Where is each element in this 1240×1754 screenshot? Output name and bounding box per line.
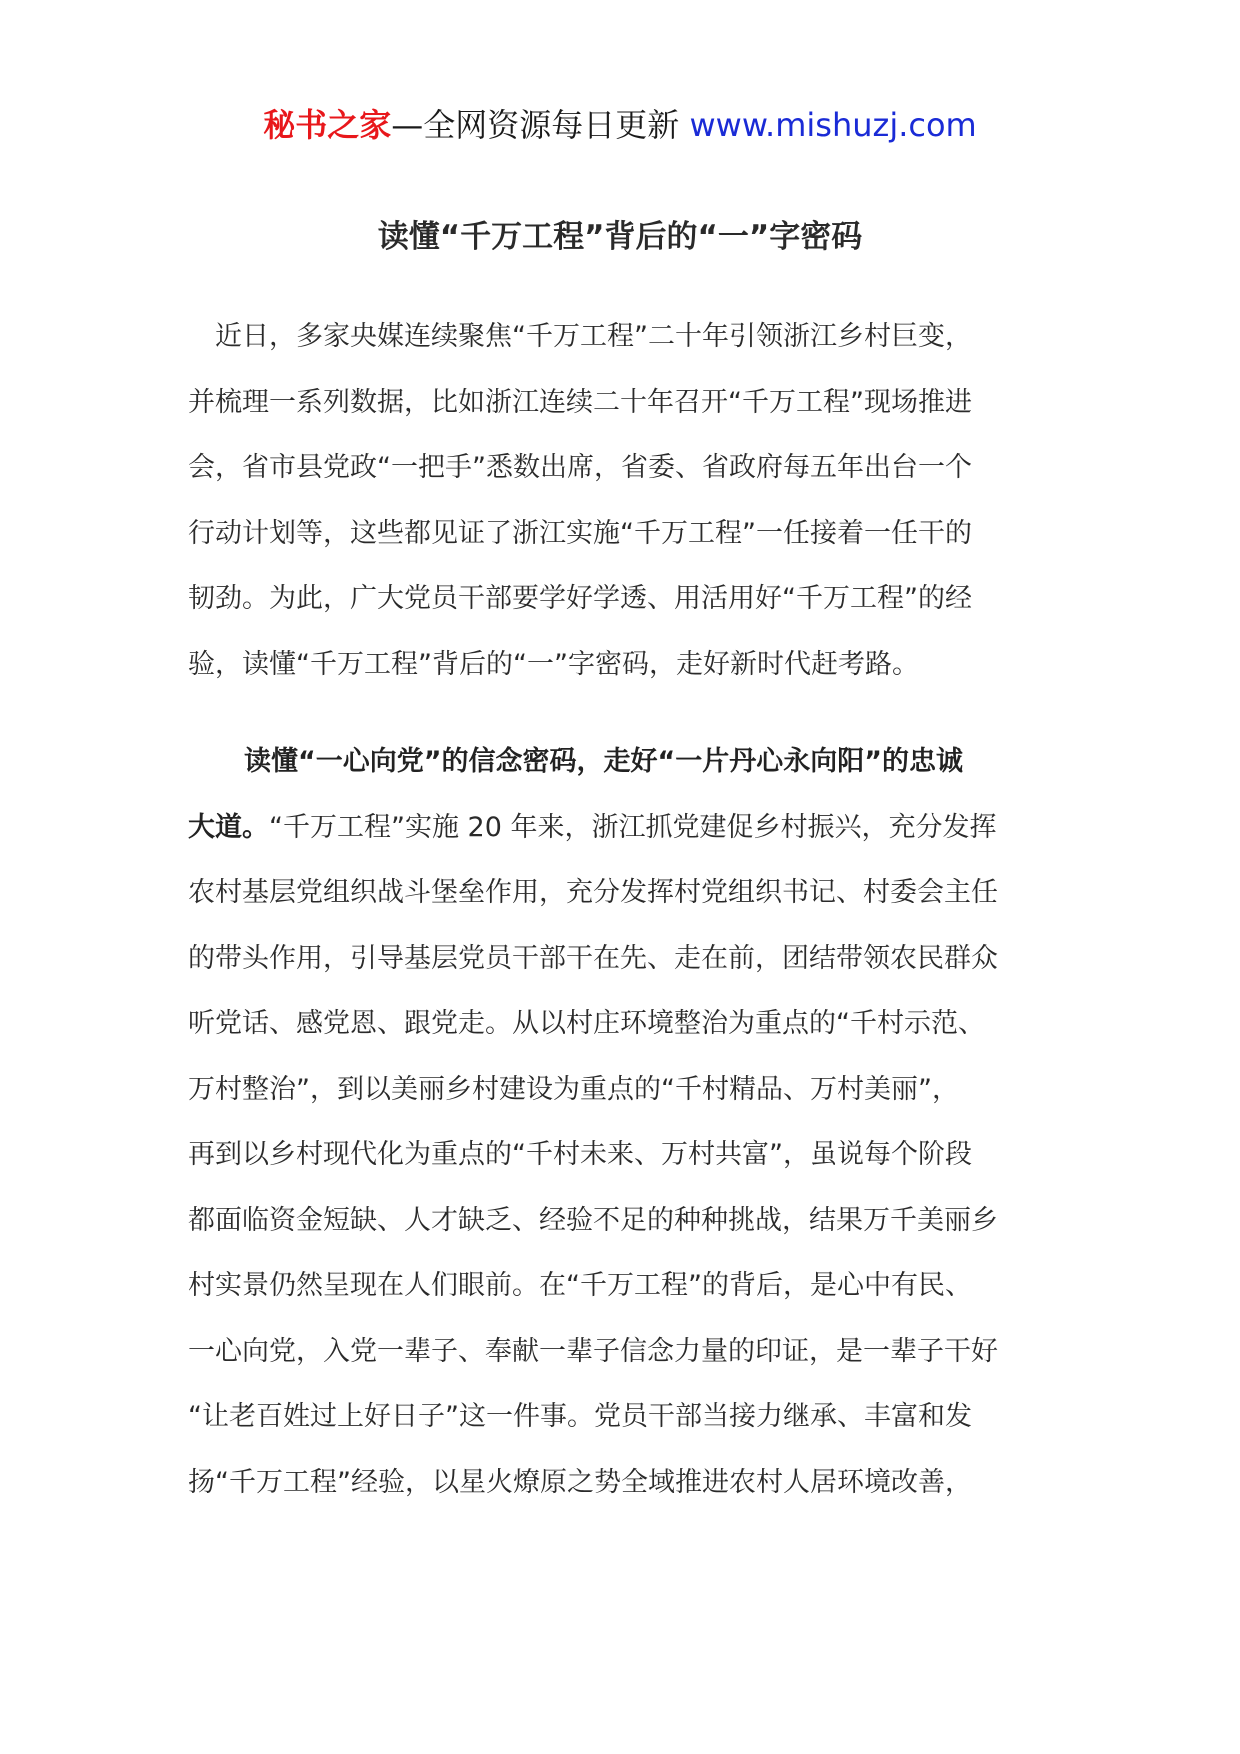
paragraph-line: “让老百姓过上好日子”这一件事。党员干部当接力继承、丰富和发	[188, 1401, 972, 1432]
paragraph-1	[188, 304, 1068, 697]
paragraph-line: 一心向党，入党一辈子、奉献一辈子信念力量的印证，是一辈子干好	[188, 1335, 998, 1367]
paragraph-line: 近日，多家央媒连续聚焦“千万工程”二十年引领浙江乡村巨变，	[215, 321, 972, 352]
paragraph-line	[188, 795, 1068, 861]
paragraph-line: 农村基层党组织战斗堡垒作用，充分发挥村党组织书记、村委会主任	[188, 877, 998, 908]
paragraph-line: 村实景仍然呈现在人们眼前。在“千万工程”的背后，是心中有民、	[188, 1270, 972, 1301]
banner-tagline: —全网资源每日更新	[391, 106, 690, 144]
article-title: 读懂“千万工程”背后的“一”字密码	[377, 219, 863, 255]
paragraph-line: 并梳理一系列数据，比如浙江连续二十年召开“千万工程”现场推进	[188, 386, 972, 418]
paragraph-line: 行动计划等，这些都见证了浙江实施“千万工程”一任接着一任干的	[188, 517, 972, 549]
paragraph-line: 都面临资金短缺、人才缺乏、经验不足的种种挑战，结果万千美丽乡	[188, 1204, 998, 1236]
paragraph-line: 扬“千万工程”经验，以星火燎原之势全域推进农村人居环境改善，	[188, 1466, 972, 1498]
paragraph-line: 的带头作用，引导基层党员干部干在先、走在前，团结带领农民群众	[188, 942, 998, 974]
paragraph-line: 验，读懂“千万工程”背后的“一”字密码，走好新时代赶考路。	[188, 648, 919, 680]
paragraph-line: 万村整治”，到以美丽乡村建设为重点的“千村精品、万村美丽”，	[188, 1073, 959, 1105]
paragraph-line: 韧劲。为此，广大党员干部要学好学透、用活用好“千万工程”的经	[188, 583, 972, 614]
section-heading-end: 大道。	[188, 811, 269, 843]
section-heading: 读懂“一心向党”的信念密码，走好“一片丹心永向阳”的忠诚	[244, 746, 963, 777]
site-banner	[0, 100, 1240, 150]
paragraph-line: 听党话、感党恩、跟党走。从以村庄环境整治为重点的“千村示范、	[188, 1008, 985, 1039]
brand-name: 秘书之家	[263, 106, 392, 144]
paragraph-line: 会，省市县党政“一把手”悉数出席，省委、省政府每五年出台一个	[188, 452, 972, 483]
paragraph-line: 再到以乡村现代化为重点的“千村未来、万村共富”，虽说每个阶段	[188, 1139, 972, 1170]
site-url: www.mishuzj.com	[689, 106, 977, 144]
paragraph-line-rest: “千万工程”实施 20 年来，浙江抓党建促乡村振兴，充分发挥	[269, 811, 997, 843]
paragraph-2	[188, 729, 1068, 1515]
